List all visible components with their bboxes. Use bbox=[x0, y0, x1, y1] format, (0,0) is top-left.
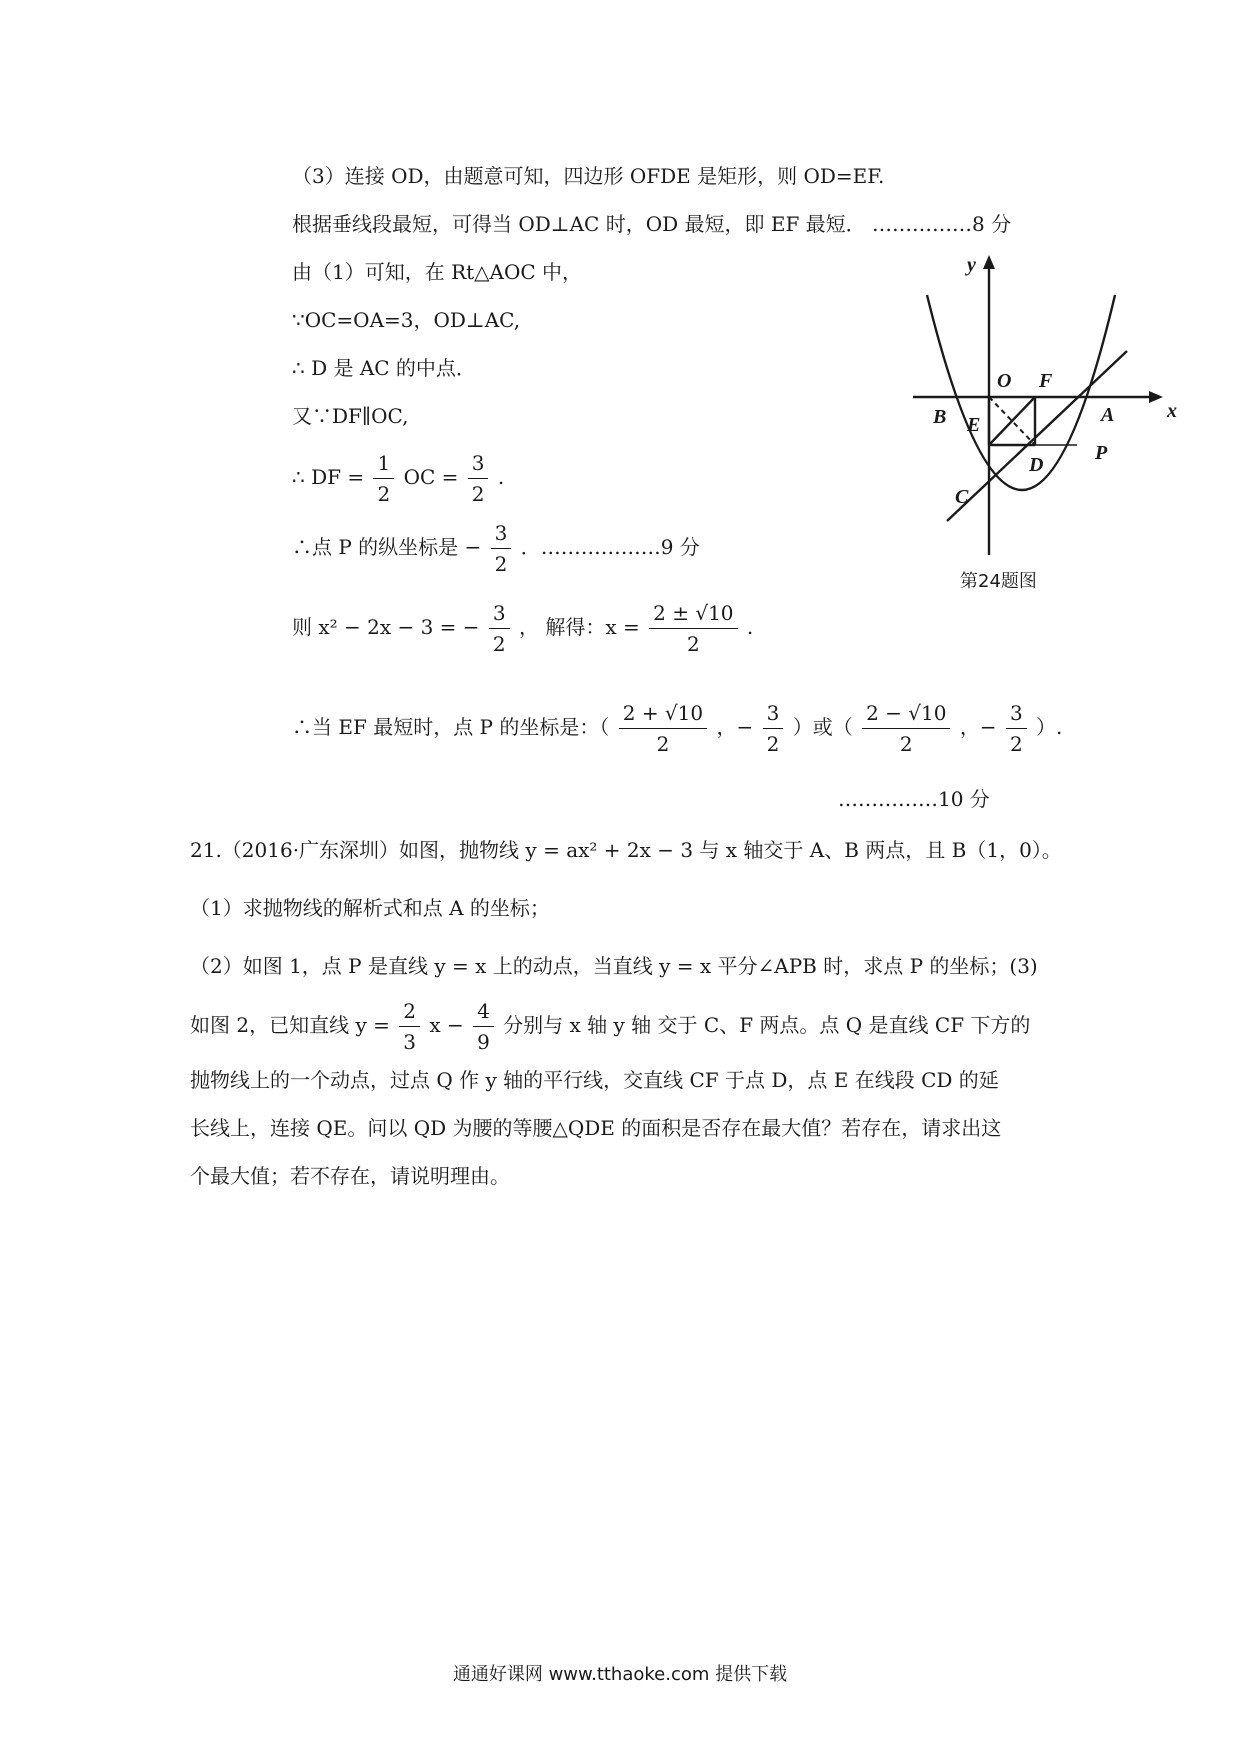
comma-neg: ，− bbox=[959, 715, 997, 739]
fraction-numerator: 3 bbox=[1006, 698, 1027, 729]
solution-line-7 bbox=[292, 448, 504, 509]
fraction-denominator: 2 bbox=[377, 482, 391, 506]
fraction-three-halves bbox=[763, 698, 784, 759]
solution-line-4: ∵OC=OA=3，OD⊥AC, bbox=[292, 308, 521, 332]
parabola-curve bbox=[927, 295, 1115, 490]
parabola-diagram bbox=[905, 255, 1180, 600]
label-e: E bbox=[967, 414, 981, 436]
score-9: ．………………9 分 bbox=[520, 535, 700, 559]
fraction-denominator: 2 bbox=[656, 732, 670, 756]
fraction-numerator: 2 ± √10 bbox=[649, 598, 737, 629]
fraction-denominator: 2 bbox=[471, 482, 485, 506]
problem-line-5: 抛物线上的一个动点，过点 Q 作 y 轴的平行线，交直线 CF 于点 D，点 E 在线段 CD 的延 bbox=[190, 1068, 999, 1092]
score-8: ……………8 分 bbox=[872, 212, 1012, 236]
page-footer: 通通好课网 www.tthaoke.com 提供下载 bbox=[452, 1664, 788, 1685]
solve-end: . bbox=[746, 615, 754, 639]
solution-line-6: 又∵DF∥OC, bbox=[292, 404, 409, 428]
fraction-x2 bbox=[862, 698, 950, 759]
line-eq-x-minus: x − bbox=[429, 1013, 471, 1037]
fraction-numerator: 3 bbox=[491, 518, 512, 549]
fraction-denominator: 2 bbox=[766, 732, 780, 756]
fraction-numerator: 2 bbox=[399, 996, 420, 1027]
problem-line-7: 个最大值；若不存在，请说明理由。 bbox=[190, 1164, 510, 1188]
fraction-x1 bbox=[619, 698, 707, 759]
solution-line-3: 由（1）可知，在 Rt△AOC 中， bbox=[292, 260, 583, 284]
fraction-denominator: 2 bbox=[492, 632, 506, 656]
fraction-numerator: 1 bbox=[373, 448, 394, 479]
p-coord-prefix: ∴当 EF 最短时，点 P 的坐标是：（ bbox=[292, 715, 610, 739]
figure-24 bbox=[905, 255, 1180, 600]
score-10: ……………10 分 bbox=[838, 787, 990, 811]
y-axis-arrow-icon bbox=[983, 255, 995, 269]
solution-line-5: ∴ D 是 AC 的中点． bbox=[292, 356, 476, 380]
solve-mid: ， 解得：x = bbox=[519, 615, 647, 639]
problem-line-3: （2）如图 1，点 P 是直线 y = x 上的动点，当直线 y = x 平分∠APB 时，求点 P 的坐标；(3) bbox=[190, 954, 1038, 978]
df-eq-prefix: ∴ DF = bbox=[292, 465, 371, 489]
label-o: O bbox=[997, 370, 1012, 392]
close-or-open: ）或（ bbox=[792, 715, 853, 739]
fraction-denominator: 2 bbox=[494, 552, 508, 576]
problem-line-4 bbox=[190, 996, 1030, 1057]
label-c: C bbox=[955, 486, 969, 508]
fraction-numerator: 2 + √10 bbox=[619, 698, 707, 729]
line-ac bbox=[947, 351, 1127, 521]
df-eq-mid: OC = bbox=[403, 465, 465, 489]
close-end: ）. bbox=[1036, 715, 1063, 739]
line-eq-suffix: 分别与 x 轴 y 轴 交于 C、F 两点。点 Q 是直线 CF 下方的 bbox=[503, 1013, 1031, 1037]
fraction-numerator: 3 bbox=[763, 698, 784, 729]
equation-prefix: 则 x² − 2x − 3 = − bbox=[292, 615, 480, 639]
solution-line-8 bbox=[292, 518, 700, 579]
fraction-denominator: 3 bbox=[403, 1030, 416, 1054]
label-b: B bbox=[933, 406, 947, 428]
fraction-three-halves bbox=[1006, 698, 1027, 759]
problem-line-6: 长线上，连接 QE。问以 QD 为腰的等腰△QDE 的面积是否存在最大值？若存在，请求出这 bbox=[190, 1116, 1002, 1140]
p-ordinate-prefix: ∴点 P 的纵坐标是 − bbox=[292, 535, 482, 559]
solution-line-1: （3）连接 OD，由题意可知，四边形 OFDE 是矩形，则 OD=EF. bbox=[292, 164, 885, 188]
label-f: F bbox=[1039, 370, 1053, 392]
x-axis-arrow-icon bbox=[1149, 391, 1163, 403]
fraction-root-solution bbox=[649, 598, 737, 659]
solution-line-9 bbox=[292, 598, 753, 659]
df-eq-end: . bbox=[497, 465, 505, 489]
fraction-denominator: 2 bbox=[899, 732, 913, 756]
fraction-one-half bbox=[373, 448, 394, 509]
solution-line-2-text: 根据垂线段最短，可得当 OD⊥AC 时，OD 最短，即 EF 最短． bbox=[292, 212, 866, 236]
fraction-denominator: 9 bbox=[477, 1030, 490, 1054]
label-y: y bbox=[967, 255, 976, 276]
fraction-denominator: 2 bbox=[686, 632, 700, 656]
line-eq-prefix: 如图 2，已知直线 y = bbox=[190, 1013, 397, 1037]
fraction-numerator: 2 − √10 bbox=[862, 698, 950, 729]
label-x: x bbox=[1167, 400, 1177, 422]
fraction-numerator: 3 bbox=[489, 598, 510, 629]
fraction-three-halves bbox=[468, 448, 489, 509]
fraction-numerator: 4 bbox=[473, 996, 494, 1027]
problem-line-2: （1）求抛物线的解析式和点 A 的坐标； bbox=[190, 896, 550, 920]
fraction-denominator: 2 bbox=[1009, 732, 1023, 756]
solution-line-10 bbox=[292, 698, 1062, 759]
label-d: D bbox=[1029, 454, 1044, 476]
fraction-three-halves bbox=[491, 518, 512, 579]
label-p: P bbox=[1095, 442, 1108, 464]
solution-line-2 bbox=[292, 210, 1011, 238]
fraction-numerator: 3 bbox=[468, 448, 489, 479]
problem-line-1: 21.（2016·广东深圳）如图，抛物线 y = ax² + 2x − 3 与 x 轴交于 A、B 两点，且 B（1，0）。 bbox=[190, 838, 1062, 862]
figure-caption: 第24题图 bbox=[960, 571, 1037, 592]
fraction-two-thirds bbox=[399, 996, 420, 1057]
fraction-four-ninths bbox=[473, 996, 494, 1057]
fraction-three-halves bbox=[489, 598, 510, 659]
comma-neg: ，− bbox=[716, 715, 754, 739]
label-a: A bbox=[1101, 404, 1115, 426]
